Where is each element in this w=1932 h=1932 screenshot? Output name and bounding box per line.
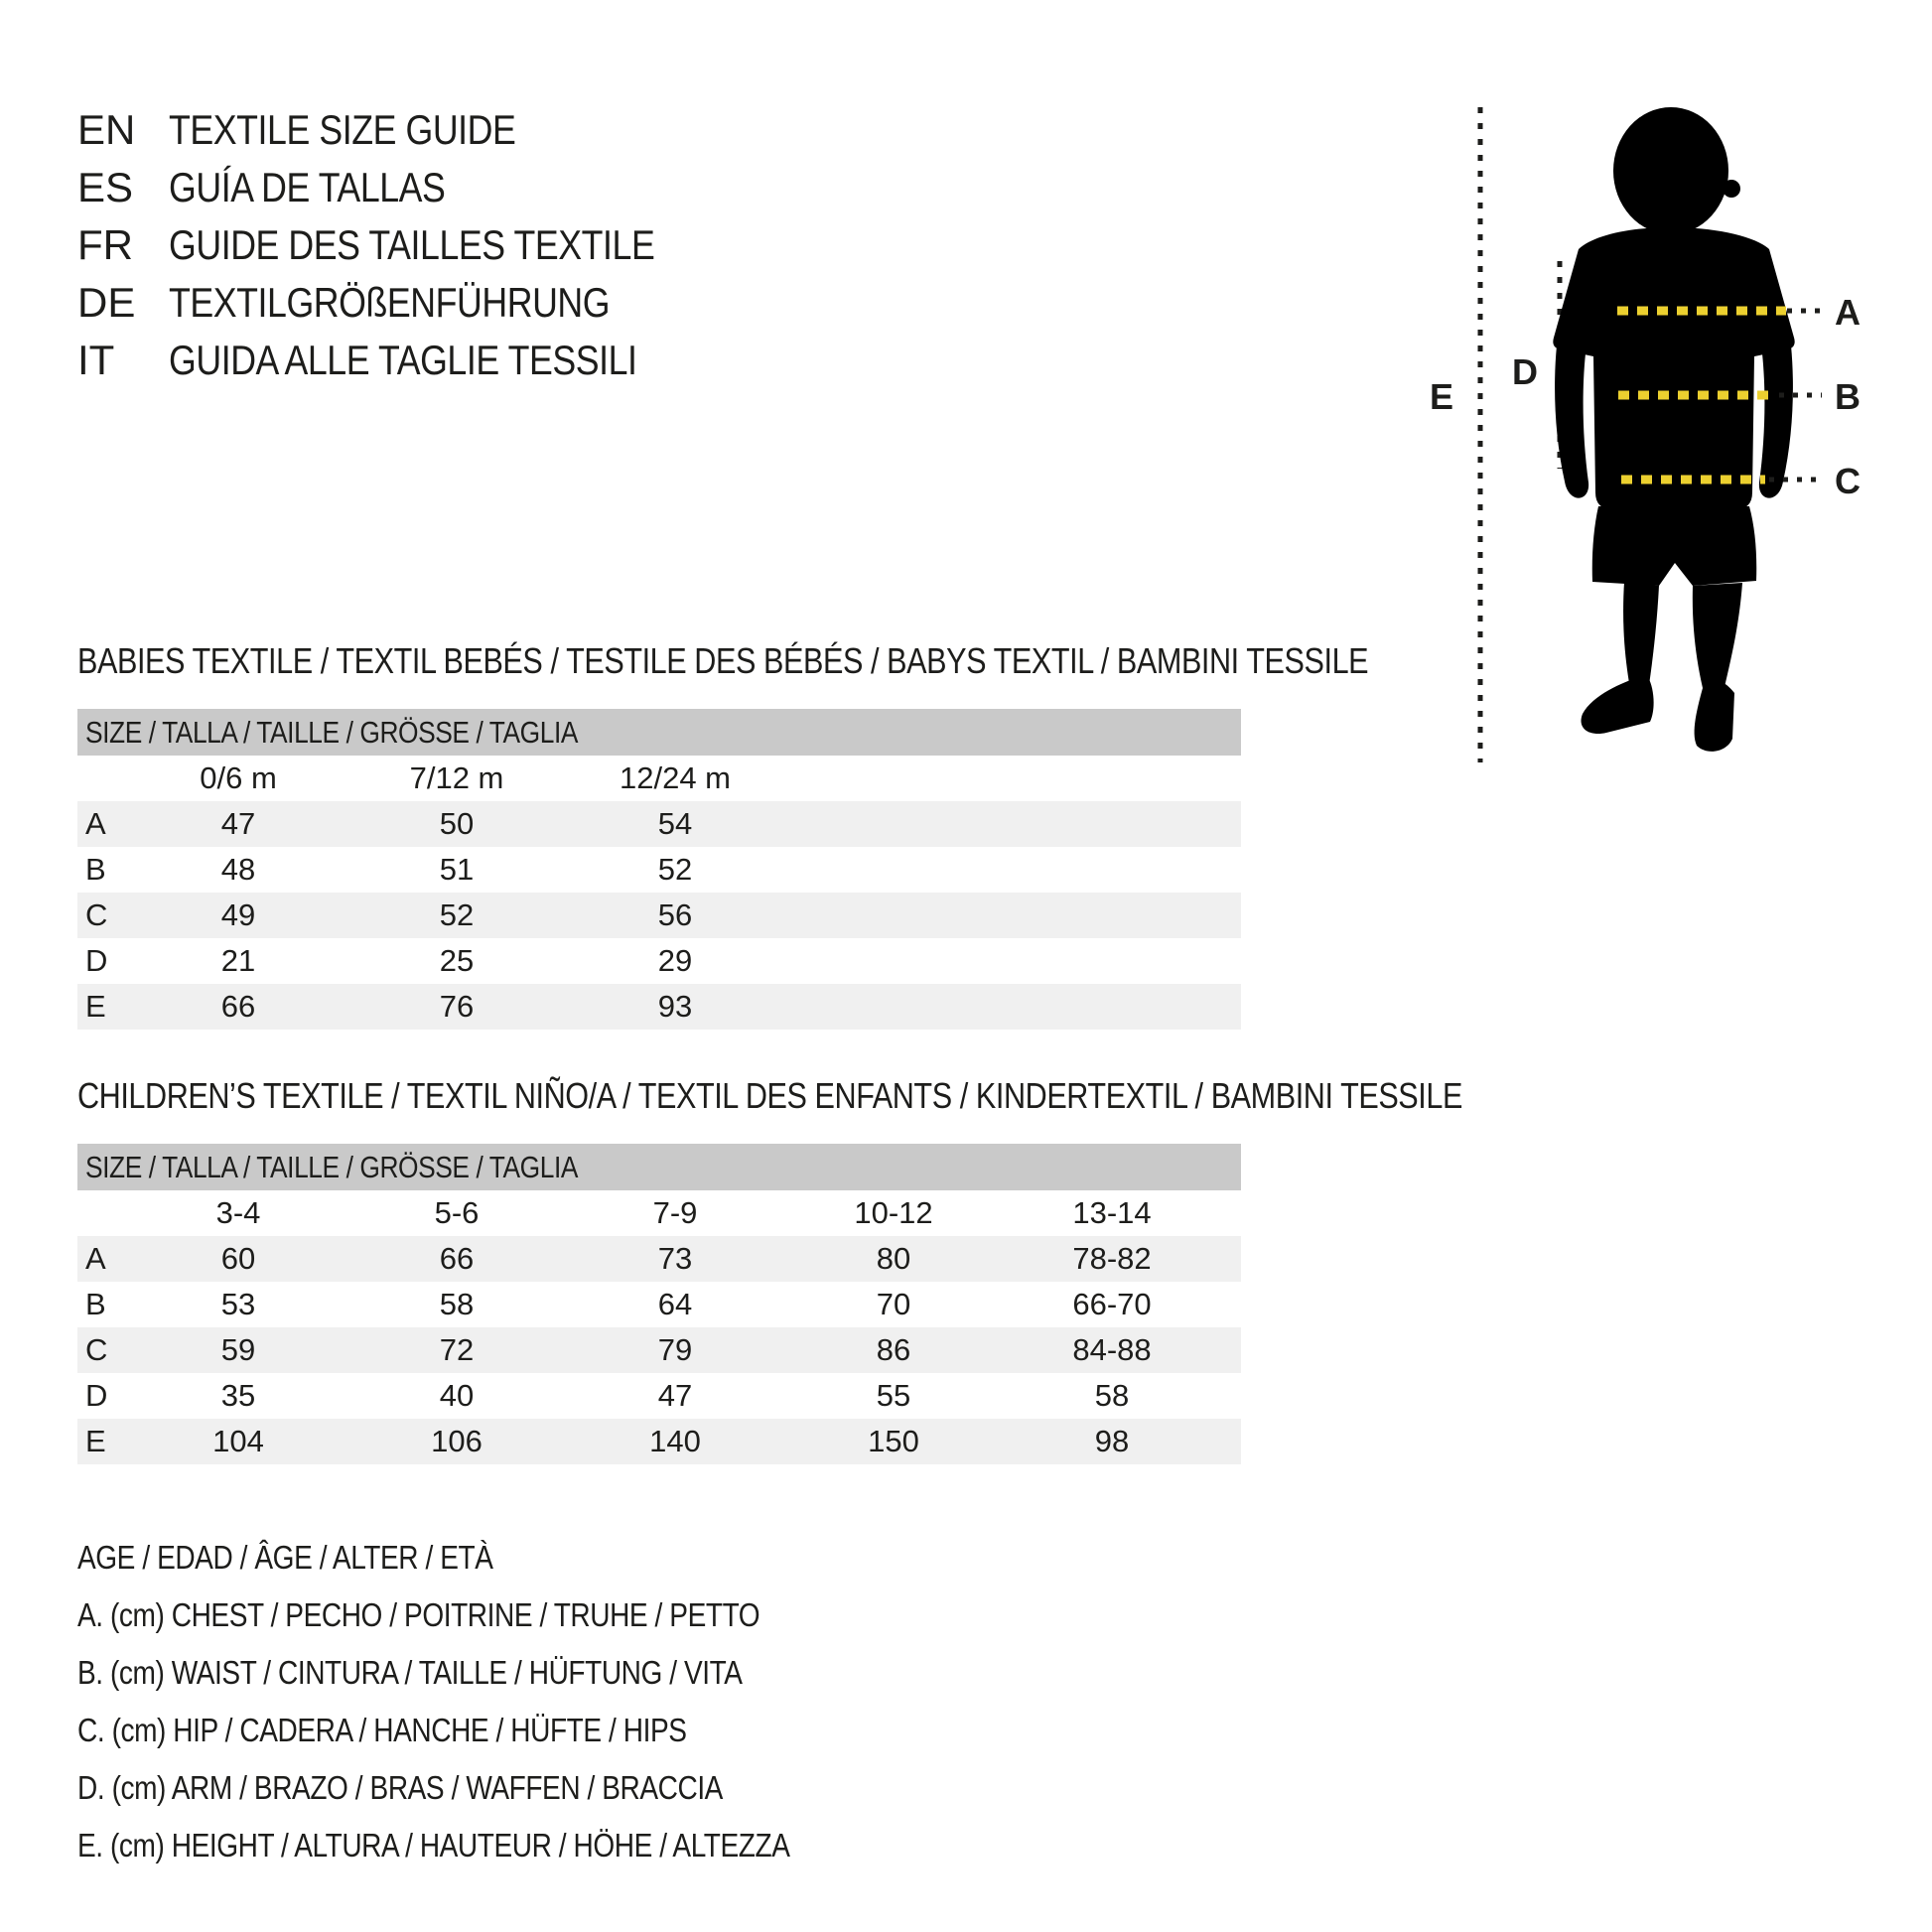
cell: 48	[220, 852, 256, 887]
row-label: A	[85, 1241, 106, 1276]
row-label: E	[85, 989, 106, 1024]
language-row-fr	[77, 216, 741, 274]
column-header: 3-4	[215, 1195, 261, 1230]
cell: 66	[439, 1241, 475, 1276]
language-title: GUIDA ALLE TAGLIE TESSILI	[169, 337, 637, 383]
language-row-en	[77, 101, 741, 159]
cell: 64	[657, 1287, 693, 1321]
measurement-figure	[1390, 79, 1932, 814]
table-row	[77, 1419, 1241, 1464]
measurement-legend	[77, 1529, 915, 1874]
legend-line-height	[77, 1817, 915, 1874]
language-row-it	[77, 332, 741, 389]
babies-size-table	[77, 756, 1241, 1030]
children-section-heading	[77, 1076, 1707, 1116]
cell: 55	[876, 1378, 911, 1413]
table-row	[77, 984, 1241, 1030]
children-size-header-text: SIZE / TALLA / TAILLE / GRÖSSE / TAGLIA	[85, 1150, 579, 1184]
cell: 35	[220, 1378, 256, 1413]
language-list	[77, 101, 741, 389]
cell: 52	[657, 852, 693, 887]
cell: 70	[876, 1287, 911, 1321]
table-row	[77, 1373, 1241, 1419]
children-size-table	[77, 1190, 1241, 1464]
measure-label-a: A	[1835, 292, 1861, 333]
measure-label-e: E	[1429, 376, 1454, 417]
cell: 40	[439, 1378, 475, 1413]
measure-label-d: D	[1512, 351, 1538, 392]
cell: 84-88	[1072, 1332, 1152, 1367]
babies-size-header-bar	[77, 709, 1241, 756]
cell: 47	[657, 1378, 693, 1413]
cell: 76	[439, 989, 475, 1024]
cell: 140	[649, 1424, 701, 1458]
row-label: B	[85, 1287, 106, 1321]
legend-line-waist	[77, 1644, 915, 1702]
legend-text: E. (cm) HEIGHT / ALTURA / HAUTEUR / HÖHE / ALTEZZA	[77, 1827, 790, 1863]
cell: 150	[868, 1424, 919, 1458]
children-size-header-bar	[77, 1144, 1241, 1190]
row-label: B	[85, 852, 106, 887]
table-header-row	[77, 756, 1241, 801]
language-row-es	[77, 159, 741, 216]
cell: 66-70	[1072, 1287, 1152, 1321]
cell: 86	[876, 1332, 911, 1367]
cell: 98	[1094, 1424, 1130, 1458]
legend-text: A. (cm) CHEST / PECHO / POITRINE / TRUHE / PETTO	[77, 1596, 760, 1633]
language-title: TEXTILE SIZE GUIDE	[169, 106, 516, 153]
table-row	[77, 1282, 1241, 1327]
row-label: D	[85, 943, 108, 978]
cell: 106	[431, 1424, 483, 1458]
language-code: EN	[77, 106, 136, 153]
column-header: 0/6 m	[200, 760, 277, 795]
table-row	[77, 893, 1241, 938]
cell: 29	[657, 943, 693, 978]
legend-line-age	[77, 1529, 915, 1587]
language-title: TEXTILGRÖßENFÜHRUNG	[169, 279, 611, 326]
column-header: 12/24 m	[619, 760, 731, 795]
children-section-heading-text: CHILDREN’S TEXTILE / TEXTIL NIÑO/A / TEXTIL DES ENFANTS / KINDERTEXTIL / BAMBINI TESSILE	[77, 1075, 1462, 1116]
cell: 25	[439, 943, 475, 978]
cell: 80	[876, 1241, 911, 1276]
cell: 21	[220, 943, 256, 978]
legend-text: B. (cm) WAIST / CINTURA / TAILLE / HÜFTUNG / VITA	[77, 1654, 743, 1691]
measure-label-c: C	[1835, 461, 1861, 501]
legend-line-hip	[77, 1702, 915, 1759]
babies-section-heading	[77, 641, 1596, 681]
legend-text: D. (cm) ARM / BRAZO / BRAS / WAFFEN / BRACCIA	[77, 1769, 723, 1806]
table-row	[77, 847, 1241, 893]
column-header: 13-14	[1072, 1195, 1152, 1230]
legend-line-arm	[77, 1759, 915, 1817]
row-label: A	[85, 806, 106, 841]
language-code: ES	[77, 164, 134, 210]
babies-size-header-text: SIZE / TALLA / TAILLE / GRÖSSE / TAGLIA	[85, 715, 579, 750]
cell: 93	[657, 989, 693, 1024]
cell: 49	[220, 897, 256, 932]
column-header: 7-9	[652, 1195, 698, 1230]
cell: 66	[220, 989, 256, 1024]
table-header-row	[77, 1190, 1241, 1236]
table-row	[77, 938, 1241, 984]
cell: 59	[220, 1332, 256, 1367]
cell: 58	[439, 1287, 475, 1321]
table-row	[77, 1236, 1241, 1282]
cell: 51	[439, 852, 475, 887]
table-row	[77, 801, 1241, 847]
language-code: FR	[77, 221, 133, 268]
cell: 79	[657, 1332, 693, 1367]
measure-label-b: B	[1835, 376, 1861, 417]
row-label: C	[85, 897, 108, 932]
legend-line-chest	[77, 1587, 915, 1644]
cell: 72	[439, 1332, 475, 1367]
cell: 58	[1094, 1378, 1130, 1413]
child-silhouette-diagram	[1390, 79, 1932, 814]
language-title: GUÍA DE TALLAS	[169, 164, 446, 210]
row-label: E	[85, 1424, 106, 1458]
language-code: DE	[77, 279, 136, 326]
table-row	[77, 1327, 1241, 1373]
cell: 50	[439, 806, 475, 841]
column-header: 5-6	[434, 1195, 480, 1230]
cell: 53	[220, 1287, 256, 1321]
column-header: 7/12 m	[409, 760, 504, 795]
language-title: GUIDE DES TAILLES TEXTILE	[169, 221, 655, 268]
legend-text: C. (cm) HIP / CADERA / HANCHE / HÜFTE / HIPS	[77, 1712, 687, 1748]
cell: 54	[657, 806, 693, 841]
cell: 60	[220, 1241, 256, 1276]
row-label: D	[85, 1378, 108, 1413]
language-code: IT	[77, 337, 115, 383]
cell: 73	[657, 1241, 693, 1276]
cell: 104	[212, 1424, 264, 1458]
language-row-de	[77, 274, 741, 332]
babies-section-heading-text: BABIES TEXTILE / TEXTIL BEBÉS / TESTILE DES BÉBÉS / BABYS TEXTIL / BAMBINI TESSILE	[77, 640, 1369, 681]
row-label: C	[85, 1332, 108, 1367]
cell: 52	[439, 897, 475, 932]
cell: 47	[220, 806, 256, 841]
cell: 78-82	[1072, 1241, 1152, 1276]
column-header: 10-12	[854, 1195, 933, 1230]
cell: 56	[657, 897, 693, 932]
legend-text: AGE / EDAD / ÂGE / ALTER / ETÀ	[77, 1539, 493, 1576]
